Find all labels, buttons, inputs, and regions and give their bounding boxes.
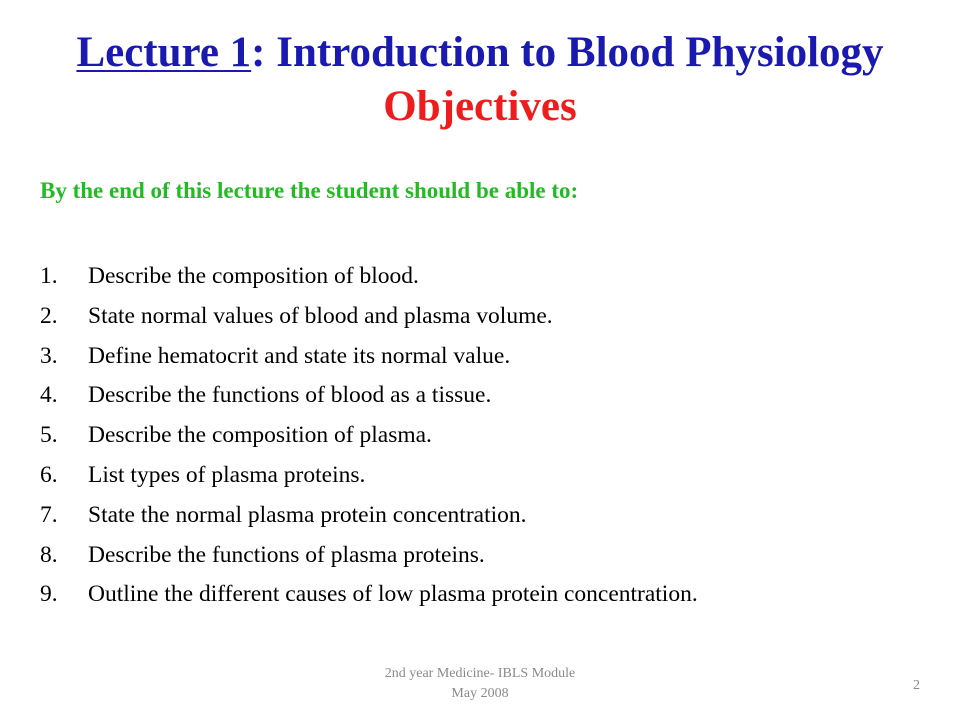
objective-text: Describe the composition of plasma. — [88, 422, 432, 449]
objective-text: Describe the functions of blood as a tissue. — [88, 382, 492, 409]
objective-item — [40, 536, 698, 576]
objective-text: List types of plasma proteins. — [88, 461, 366, 488]
objective-number: 1. — [40, 263, 58, 289]
objective-number: 9. — [40, 581, 58, 608]
objective-item — [40, 416, 698, 456]
footer-module: 2nd year Medicine- IBLS Module — [384, 666, 576, 681]
slide-subtitle: Objectives — [383, 83, 577, 130]
objective-item — [40, 257, 698, 297]
page-number: 2 — [913, 678, 920, 693]
slide-title-text: : Introduction to Blood Physiology — [251, 29, 884, 76]
objective-number: 2. — [40, 302, 58, 329]
objective-number: 6. — [40, 461, 58, 488]
objective-item — [40, 376, 698, 416]
footer-date: May 2008 — [451, 686, 509, 701]
objective-item — [40, 496, 698, 536]
objective-number: 3. — [40, 342, 58, 369]
objectives-list — [40, 257, 698, 615]
objective-text: State normal values of blood and plasma volume. — [88, 302, 553, 329]
slide-footer — [330, 664, 630, 704]
objective-number: 5. — [40, 422, 58, 449]
objective-number: 7. — [40, 501, 58, 528]
objective-number: 8. — [40, 541, 58, 568]
objective-item — [40, 575, 698, 615]
objective-text: State the normal plasma protein concentration. — [88, 501, 527, 528]
objective-item — [40, 337, 698, 377]
objective-number: 4. — [40, 382, 58, 409]
objectives-intro: By the end of this lecture the student should be able to: — [40, 178, 579, 203]
objective-item — [40, 456, 698, 496]
objective-text: Outline the different causes of low plasma protein concentration. — [88, 581, 698, 608]
objective-text: Describe the composition of blood. — [88, 263, 419, 289]
objective-text: Define hematocrit and state its normal value. — [88, 342, 511, 369]
objective-item — [40, 297, 698, 337]
objective-text: Describe the functions of plasma proteins. — [88, 541, 485, 568]
slide-title — [0, 28, 960, 78]
lecture-link[interactable]: Lecture 1 — [76, 29, 252, 76]
